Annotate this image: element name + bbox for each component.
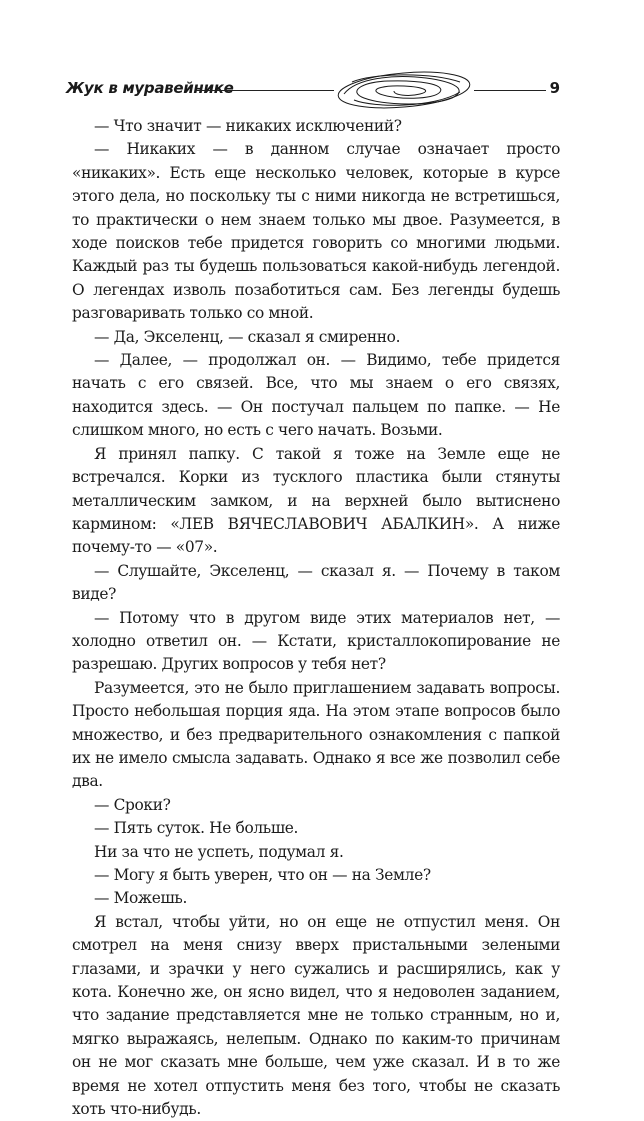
header-rule-left [196,90,334,91]
paragraph: — Сроки? [94,795,171,814]
paragraph: — Можешь. [94,889,188,908]
paragraph: Разумеется, это не было приглашением задавать вопросы. Просто небольшая порция яда. На этом этапе вопросов было множество, и без предварительного ознакомления с папкой их не имело смысла задавать. Однако я все же позволил себе два. [72,678,560,791]
running-title: Жук в муравейнике [66,79,234,97]
paragraph: — Далее, — продолжал он. — Видимо, тебе придется начать с его связей. Все, что мы знаем о его связях, находится здесь. — Он постучал пальцем по папке. — Не слишком много, но есть с чего начать. Возьми. [72,351,560,440]
paragraph: — Пять суток. Не больше. [94,819,299,838]
page-header [66,70,560,110]
paragraph: Я принял папку. С такой я тоже на Земле еще не встречался. Корки из тусклого пластика были стянуты металлическим замком, и на верхней было вытиснено кармином: «ЛЕВ ВЯЧЕСЛАВОВИЧ АБАЛКИН». А ниже почему-то — «07». [72,444,560,557]
paragraph: — Что значит — никаких исключений? [94,117,402,135]
spiral-ornament-icon [334,70,474,110]
paragraph: — Слушайте, Экселенц, — сказал я. — Почему в таком виде? [72,561,560,604]
paragraph: — Потому что в другом виде этих материалов нет, — холодно ответил он. — Кстати, кристаллокопирование не разрешаю. Других вопросов у тебя нет? [72,608,560,674]
paragraph: Ни за что не успеть, подумал я. [94,842,344,861]
page-number: 9 [549,79,560,97]
body-text [72,115,560,1121]
paragraph: — Никаких — в данном случае означает просто «никаких». Есть еще несколько человек, которые в курсе этого дела, но поскольку ты с ними никогда не встретишься, то практически о нем знаем только мы двое. Разумеется, в ходе поисков тебе придется говорить со многими людьми. Каждый раз ты будешь пользоваться какой-нибудь легендой. О легендах изволь позаботиться сам. Без легенды будешь разговаривать только со мной. [72,140,560,323]
paragraph: — Да, Экселенц, — сказал я смиренно. [94,327,401,346]
paragraph: — Могу я быть уверен, что он — на Земле? [94,866,431,884]
paragraph: Я встал, чтобы уйти, но он еще не отпустил меня. Он смотрел на меня снизу вверх пристальными зелеными глазами, и зрачки у него сужались и расширялись, как у кота. Конечно же, он ясно видел, что я недоволен заданием, что задание представляется мне не только странным, но и, мягко выражаясь, нелепым. Однако по каким-то причинам он не мог сказать мне больше, чем уже сказал. И в то же время не хотел отпустить меня без того, чтобы не сказать хоть что-нибудь. [72,912,560,1119]
header-rule-right [474,90,546,91]
